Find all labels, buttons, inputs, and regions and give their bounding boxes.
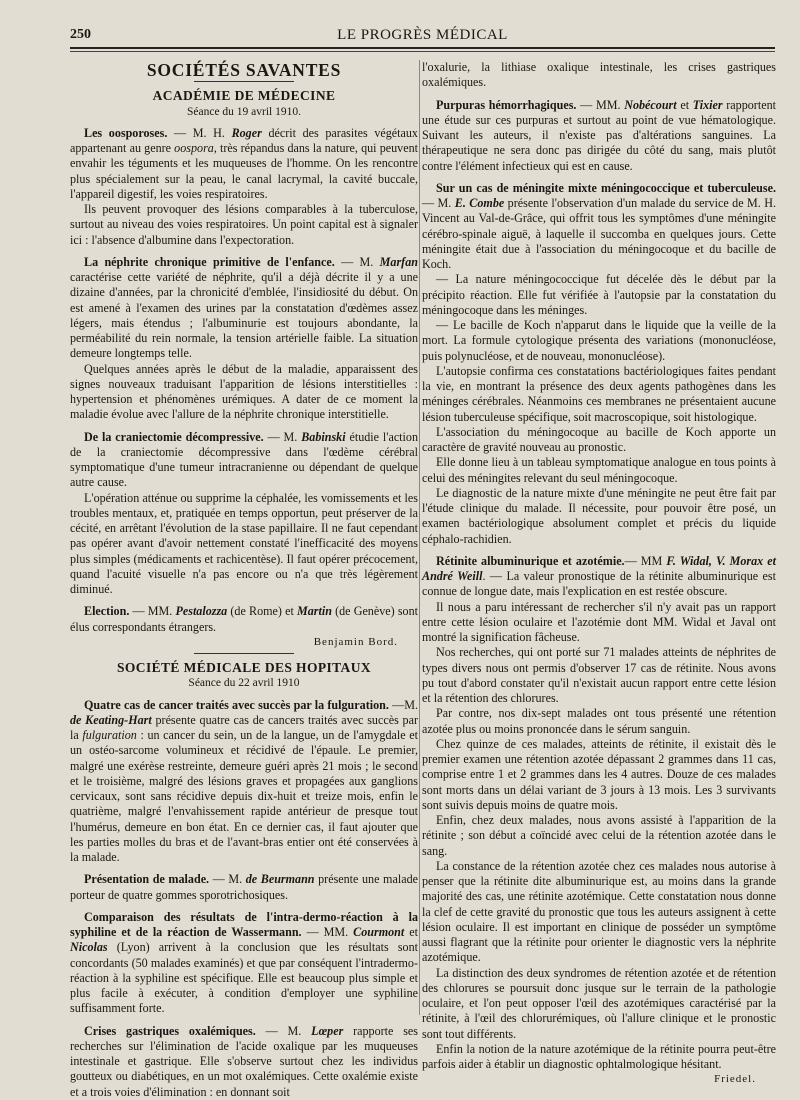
- paragraph: L'autopsie confirma ces constatations bactériologiques faites pendant la vie, en montrant la présence des deux agents pathogènes dans les méninges cérébrales. Néanmoins ces membranes ne présentaient aucune lésion tuberculeuse spécifique, soit macroscopique, soit histologique.: [422, 363, 776, 424]
- paragraph-continued: l'oxalurie, la lithiase oxalique intestinale, les crises gastriques oxalémiques.: [422, 60, 776, 90]
- societe-date: Séance du 22 avril 1910: [188, 677, 300, 690]
- paragraph: Ils peuvent provoquer des lésions comparables à la tuberculose, surtout au niveau des voies respiratoires. Un point capital est à signaler ici : l'absence d'albumine dans l'expectoration.: [70, 202, 418, 247]
- left-column: [70, 60, 418, 1100]
- author-signature: Friedel.: [714, 1073, 756, 1086]
- page-number: 250: [70, 27, 91, 42]
- section-divider: [194, 653, 294, 654]
- societe-title: SOCIÉTÉ MÉDICALE DES HOPITAUX: [116, 660, 372, 675]
- article-purpuras: Purpuras hémorrhagiques. — MM. Nobécourt et Tixier rapportent une étude sur ces purpuras et surtout au point de vue hématologique. Suivant les auteurs, il n'existe pas d'altérations sanguines. La thérapeutique ne sera donc pas dirigée du côté du sang, mais plutôt contre l'élément infectieux qui est en cause.: [422, 97, 776, 173]
- article-meningite: Sur un cas de méningite mixte méningococcique et tuberculeuse.— M. E. Combe présente l'observation d'un malade du service de M. H. Vincent au Val-de-Grâce, qui offrit tous les symptômes d'une méningite cérébro-spinale aiguë, à laquelle il succomba en quelques jours. Cette méningite était due à l'association du méningocoque et du bacille de Koch.: [422, 180, 776, 271]
- paragraph: Elle donne lieu à un tableau symptomatique analogue en tous points à celui des méningites relevant du seul méningocoque.: [422, 455, 776, 485]
- article-oosporoses: Les oosporoses. — M. H. Roger décrit des parasites végétaux appartenant au genre oospora, très répandus dans la nature, qui peuvent envahir les téguments et les muqueuses de l'homme. On les rencontre plus spécialement sur la peau, le canal lacrymal, la cavité buccale, l'appareil digestif, les voies respiratoires.: [70, 125, 418, 201]
- author-signature: Benjamin Bord.: [313, 635, 398, 648]
- academie-title: ACADÉMIE DE MÉDECINE: [152, 88, 336, 104]
- paragraph: L'opération atténue ou supprime la céphalée, les vomissements et les troubles mentaux, et, pratiquée en temps opportun, peut préserver de la cécité, en arrêtant l'évolution de la stase papillaire. Il ne faut cependant pas opérer avant d'avoir nettement constaté l'inefficacité des moyens plus simples (médicaments et rachicentèse). Il faut opérer précocement, quand l'acuité visuelle n'a pas encore ou n'a que très légèrement diminué.: [70, 490, 418, 596]
- paragraph: Par contre, nos dix-sept malades ont tous présenté une rétention azotée plus ou moins prononcée dans le sérum sanguin.: [422, 706, 776, 736]
- journal-title: LE PROGRÈS MÉDICAL: [337, 27, 508, 43]
- article-nephrite: La néphrite chronique primitive de l'enfance. — M. Marfan caractérise cette variété de néphrite, qu'il a déjà décrite il y a une dizaine d'années, par la chronicité d'emblée, l'insidiosité du début. On est amené à l'examen des urines par la constatation d'œdèmes assez légers, mais étendus ; l'albuminurie est toujours abondante, la perméabilité du rein normale, la tension artérielle faible. La situation demeure longtemps telle.: [70, 254, 418, 361]
- section-divider: [194, 81, 294, 82]
- header-rule-thin: [70, 51, 775, 52]
- column-divider: [419, 60, 420, 1015]
- paragraph: La constance de la rétention azotée chez ces malades nous autorise à penser que la rétinite dite albuminurique est, au moins dans la grande majorité des cas, une rétinite azotémique. Cette constatation nous donne la clef de cette gravité du pronostic que tous les auteurs assignent à cette lésion oculaire. Il est important en clinique de posséder un symptôme aussi flagrant que la rétinite pour orienter le diagnostic vers la néphrite azotémique.: [422, 858, 776, 965]
- article-retinite: Rétinite albuminurique et azotémie.— MM F. Widal, V. Morax et André Weill. — La valeur pronostique de la rétinite albuminurique est connue de longue date, mais l'explication en est restée obscure.: [422, 553, 776, 599]
- article-presentation: Présentation de malade. — M. de Beurmann présente une malade porteur de quatre gommes sporotrichosiques.: [70, 872, 418, 902]
- header-rule-thick: [70, 47, 775, 49]
- article-election: Election. — MM. Pestalozza (de Rome) et Martin (de Genève) sont élus correspondants étrangers.: [70, 604, 418, 634]
- article-crises-gastriques: Crises gastriques oxalémiques. — M. Lœper rapporte ses recherches sur l'élimination de l'acide oxalique par les muqueuses intestinale et gastrique. Elle s'observe surtout chez les individus goutteux ou diabétiques, en un mot oxalémiques. Cette oxalémie existe et a trois voies d'élimination : en donnant soit: [70, 1023, 418, 1099]
- section-title: SOCIÉTÉS SAVANTES: [146, 60, 342, 80]
- paragraph: Nos recherches, qui ont porté sur 71 malades atteints de néphrites de types divers nous ont permis d'observer 17 cas de rétinite. Nous avons pu tout d'abord constater qu'il n'existait aucun rapport entre cette lésion et la rétention des chlorures.: [422, 645, 776, 705]
- article-syphiline: Comparaison des résultats de l'intra-dermo-réaction à la syphiline et de la réaction de Wassermann. — MM. Courmont et Nicolas (Lyon) arrivent à la conclusion que les résultats sont concordants (50 malades examinés) et que par conséquent l'intradermo-réaction à la syphiline est spécifique. Elle est beaucoup plus simple et plus facile à exécuter, à condition d'employer une syphiline suffisamment forte.: [70, 909, 418, 1016]
- paragraph: — Le bacille de Koch n'apparut dans le liquide que la veille de la mort. La formule cytologique présenta des variations (mononucléose, puis polynucléose, et de nouveau, mononucléose).: [422, 318, 776, 363]
- article-fulguration: Quatre cas de cancer traités avec succès par la fulguration. —M. de Keating-Hart présente quatre cas de cancers traités avec succès par la fulguration : un cancer du sein, un de la langue, un de l'amygdale et un ostéo-sarcome volumineux et récidivé de l'épaule. Le premier, malgré une exérèse restreinte, demeure guéri après 21 mois ; le second et le troisième, malgré des lésions graves et propagées aux ganglions cervicaux, sont sans récidive depuis dix-huit et treize mois, enfin le quatrième, malgré l'envahissement rapide antérieur de presque tout l'humérus, demeure en bon état. En ce dernier cas, il faut ajouter que les parties molles du bras et de l'avant-bras entier ont été conservées à la malade.: [70, 697, 418, 864]
- paragraph: L'association du méningocoque au bacille de Koch apporte un caractère de gravité nouveau au pronostic.: [422, 424, 776, 454]
- paragraph: Chez quinze de ces malades, atteints de rétinite, il existait dès le premier examen une rétention azotée dépassant 2 grammes dans 11 cas, comprise entre 1 et 2 grammes dans les 4 autres. Douze de ces malades sont morts dans un délai variant de 3 jours à 13 mois. Les 3 survivants sont suivis depuis moins de quatre mois.: [422, 736, 776, 812]
- paragraph: La distinction des deux syndromes de rétention azotée et de rétention des chlorures se poursuit donc jusque sur le terrain de la pathologie oculaire, et l'on peut opposer l'œil des azotémiques caractérisé par la rétinite, à l'œil des chlorurémiques, où l'allure clinique et le pronostic sont tout différents.: [422, 965, 776, 1041]
- paragraph: Enfin, chez deux malades, nous avons assisté à l'apparition de la rétinite ; son début a coïncidé avec celui de la rétention azotée dans le sang.: [422, 813, 776, 858]
- paragraph: Le diagnostic de la nature mixte d'une méningite ne peut être fait par l'étude clinique du malade. Il nécessite, pour pouvoir être posé, un examen bactériologique absolument complet et précis du liquide céphalo-rachidien.: [422, 485, 776, 546]
- paragraph: Quelques années après le début de la maladie, apparaissent des signes nouveaux traduisant l'apparition de lésions interstitielles : hypertension et phénomènes urémiques. A dater de ce moment la maladie évolue avec l'allure de la néphrite chronique interstitielle.: [70, 361, 418, 422]
- paragraph: — La nature méningococcique fut décelée dès le début par la précipito réaction. Elle fut vérifiée à l'autopsie par la constatation du méningocoque dans les méninges.: [422, 272, 776, 317]
- paragraph: Enfin la notion de la nature azotémique de la rétinite pourra peut-être parfois aider à établir un diagnostic ophtalmologique hésitant.: [422, 1041, 776, 1071]
- paragraph: Il nous a paru intéressant de rechercher s'il n'y avait pas un rapport entre cette lésion oculaire et l'azotémie dont MM. Widal et Javal ont montré la signification fâcheuse.: [422, 599, 776, 644]
- academie-date: Séance du 19 avril 1910.: [186, 105, 301, 118]
- article-craniectomie: De la craniectomie décompressive. — M. Babinski étudie l'action de la craniectomie décompressive dans l'œdème cérébral symptomatique d'une tumeur intracranienne ou dépendant de quelque autre cause.: [70, 429, 418, 490]
- right-column: [422, 60, 776, 1088]
- running-header: [70, 27, 775, 47]
